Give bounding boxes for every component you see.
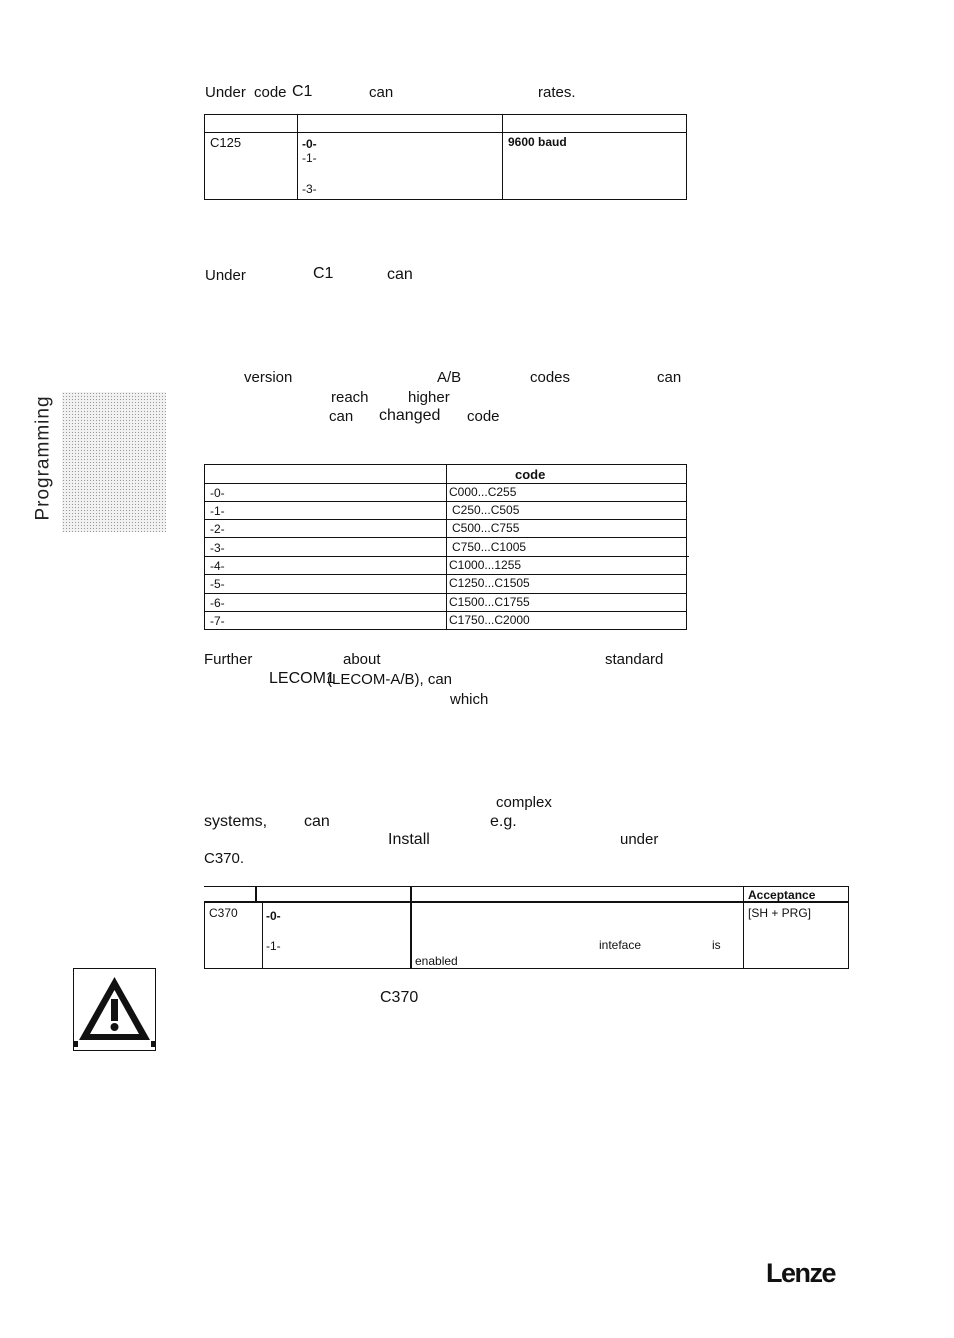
table-row-range: C500...C755 bbox=[452, 521, 520, 535]
intro-word-code: code bbox=[254, 84, 287, 101]
table-rule bbox=[204, 901, 205, 969]
table-row-option: -5- bbox=[210, 577, 225, 591]
table-rule bbox=[848, 886, 849, 969]
table-row-option: -0- bbox=[210, 486, 225, 500]
word: which bbox=[450, 691, 489, 708]
intro-word-can: can bbox=[369, 84, 394, 101]
word: Install bbox=[388, 831, 430, 848]
table-row-range: C750...C1005 bbox=[452, 540, 527, 554]
intro-word-c1: C1 bbox=[292, 83, 313, 100]
word: e.g. bbox=[490, 813, 517, 830]
word: version bbox=[244, 369, 293, 386]
table-row-option: -2- bbox=[210, 522, 225, 536]
column-header-acceptance: Acceptance bbox=[748, 888, 816, 902]
word: standard bbox=[605, 651, 664, 668]
intro-word-rates: rates. bbox=[538, 84, 576, 101]
word: can bbox=[304, 813, 330, 830]
table-rule bbox=[204, 114, 205, 200]
intro-word-under: Under bbox=[205, 84, 246, 101]
table-rule bbox=[686, 114, 687, 200]
word: code bbox=[467, 408, 500, 425]
table-row-range: C1250...C1505 bbox=[449, 576, 530, 590]
word: reach bbox=[331, 389, 369, 406]
lenze-logo: Lenze bbox=[766, 1258, 836, 1288]
word: about bbox=[343, 651, 381, 668]
description-word: inteface bbox=[599, 938, 642, 952]
side-section-label: Programming bbox=[33, 394, 55, 521]
word: can bbox=[657, 369, 682, 386]
table-row-range: C1500...C1755 bbox=[449, 595, 530, 609]
option-cell: -0- bbox=[266, 909, 281, 923]
table-rule bbox=[204, 886, 849, 887]
description-word: enabled bbox=[415, 954, 458, 968]
word: can bbox=[329, 408, 354, 425]
option-cell: -1- bbox=[302, 151, 317, 165]
word: LECOM1 bbox=[269, 670, 335, 687]
warning-code-ref: C370 bbox=[380, 989, 419, 1006]
table-row-range: C000...C255 bbox=[449, 485, 517, 499]
table-rule bbox=[204, 199, 687, 200]
table-row-option: -6- bbox=[210, 596, 225, 610]
table-rule bbox=[686, 464, 687, 630]
acceptance-cell: [SH + PRG] bbox=[748, 906, 812, 920]
code-cell: C370 bbox=[209, 906, 238, 920]
table-row-range: C1750...C2000 bbox=[449, 613, 530, 627]
word: Under bbox=[205, 267, 246, 284]
word: A/B bbox=[437, 369, 462, 386]
table-rule bbox=[255, 886, 257, 902]
word: higher bbox=[408, 389, 450, 406]
word: (LECOM-A/B), can bbox=[327, 671, 453, 688]
table-row-option: -3- bbox=[210, 541, 225, 555]
word: Further bbox=[204, 651, 253, 668]
code-cell: C125 bbox=[210, 135, 242, 150]
table-rule bbox=[204, 968, 849, 969]
dotted-pattern bbox=[62, 392, 166, 532]
description-word: is bbox=[712, 938, 721, 952]
table-rule bbox=[204, 114, 687, 115]
table-rule bbox=[446, 464, 447, 630]
word: complex bbox=[496, 794, 552, 811]
option-cell: -3- bbox=[302, 182, 317, 196]
word: under bbox=[620, 831, 659, 848]
table-rule bbox=[743, 886, 744, 969]
table-row-range: C1000...1255 bbox=[449, 558, 522, 572]
warning-triangle-icon bbox=[74, 969, 155, 1050]
warning-box bbox=[73, 968, 156, 1051]
word: systems, bbox=[204, 813, 268, 830]
table-row-option: -1- bbox=[210, 504, 225, 518]
word: can bbox=[387, 266, 413, 283]
table-rule bbox=[204, 132, 687, 133]
option-cell: -1- bbox=[266, 939, 281, 953]
word: C1 bbox=[313, 265, 334, 282]
table-rule bbox=[204, 464, 205, 630]
table-row-option: -7- bbox=[210, 614, 225, 628]
word: C370. bbox=[204, 850, 245, 867]
table-rule bbox=[410, 886, 412, 969]
table-rule bbox=[502, 114, 503, 200]
value-cell: 9600 baud bbox=[508, 135, 567, 149]
table-row-range: C250...C505 bbox=[452, 503, 520, 517]
table-row-option: -4- bbox=[210, 559, 225, 573]
word: codes bbox=[530, 369, 571, 386]
word: changed bbox=[379, 407, 441, 424]
option-cell: -0- bbox=[302, 137, 317, 151]
table-rule bbox=[297, 114, 298, 200]
column-header-code: code bbox=[515, 467, 546, 482]
table-rule bbox=[262, 901, 263, 969]
